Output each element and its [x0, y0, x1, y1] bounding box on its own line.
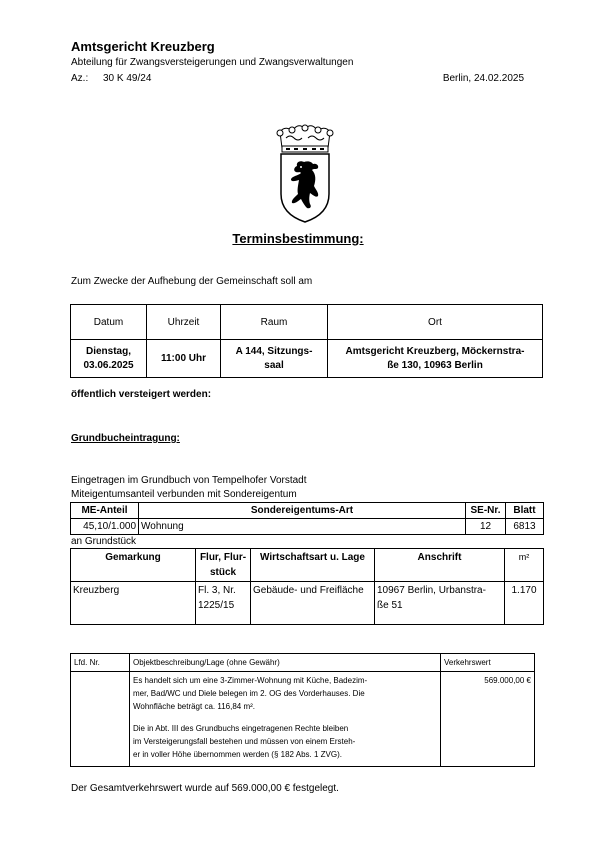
header-room: Raum — [221, 305, 328, 340]
berlin-coat-of-arms-icon — [274, 124, 336, 224]
header-gemarkung: Gemarkung — [71, 549, 196, 582]
file-number-label: Az.: — [71, 73, 89, 84]
room-line1: A 144, Sitzungs- — [235, 345, 313, 357]
date-value: 03.06.2025 — [83, 359, 134, 371]
se-nr: 12 — [466, 519, 506, 535]
anschrift — [375, 582, 505, 625]
desc-p2-line1: Die in Abt. III des Grundbuchs eingetragenen Rechte bleiben — [133, 724, 349, 733]
total-value-text: Der Gesamtverkehrswert wurde auf 569.000,00 € festgelegt. — [71, 783, 339, 794]
market-value: 569.000,00 € — [441, 672, 535, 767]
object-description — [130, 672, 441, 767]
plot-label: an Grundstück — [71, 536, 137, 547]
se-art: Wohnung — [139, 519, 466, 535]
appointment-place — [328, 340, 543, 378]
room-line2: saal — [264, 359, 284, 371]
lfd-nr — [71, 672, 130, 767]
registered-in: Eingetragen im Grundbuch von Tempelhofer Vorstadt — [71, 475, 307, 486]
appointment-room — [221, 340, 328, 378]
share-text: Miteigentumsanteil verbunden mit Sondereigentum — [71, 489, 297, 500]
court-name: Amtsgericht Kreuzberg — [71, 39, 215, 54]
desc-p1-line2: mer, Bad/WC und Diele belegen im 2. OG des Vorderhauses. Die — [133, 689, 365, 698]
land-register-heading: Grundbucheintragung: — [71, 433, 180, 444]
header-se-nr: SE-Nr. — [466, 503, 506, 519]
share-table — [70, 502, 544, 535]
plot-table — [70, 548, 544, 625]
header-place: Ort — [328, 305, 543, 340]
intro-text: Zum Zwecke der Aufhebung der Gemeinschaft soll am — [71, 276, 313, 287]
file-number: 30 K 49/24 — [103, 73, 152, 84]
header-me-anteil: ME-Anteil — [71, 503, 139, 519]
object-table — [70, 653, 535, 767]
auction-text: öffentlich versteigert werden: — [71, 389, 212, 400]
place-line2: ße 130, 10963 Berlin — [387, 359, 483, 371]
wirtschaftsart: Gebäude- und Freifläche — [251, 582, 375, 625]
desc-p2-line2: im Versteigerungsfall bestehen und müssen von einem Ersteh- — [133, 737, 356, 746]
document-title: Terminsbestimmung: — [232, 231, 364, 246]
flur-line1: Fl. 3, Nr. — [198, 585, 236, 596]
header-value: Verkehrswert — [441, 654, 535, 672]
area: 1.170 — [505, 582, 544, 625]
appointment-time: 11:00 Uhr — [147, 340, 221, 378]
header-flur-line1: Flur, Flur- — [199, 552, 247, 563]
header-description: Objektbeschreibung/Lage (ohne Gewähr) — [130, 654, 441, 672]
anschrift-line2: ße 51 — [377, 600, 403, 611]
department: Abteilung für Zwangsversteigerungen und Zwangsverwaltungen — [71, 57, 354, 68]
header-wirtschaftsart: Wirtschaftsart u. Lage — [251, 549, 375, 582]
appointment-date — [71, 340, 147, 378]
me-anteil: 45,10/1.000 — [71, 519, 139, 535]
desc-p2-line3: er in voller Höhe übernommen werden (§ 182 Abs. 1 ZVG). — [133, 750, 342, 759]
header-blatt: Blatt — [506, 503, 544, 519]
desc-p1-line1: Es handelt sich um eine 3-Zimmer-Wohnung mit Küche, Badezim- — [133, 676, 368, 685]
flur-line2: 1225/15 — [198, 600, 235, 611]
anschrift-line1: 10967 Berlin, Urbanstra- — [377, 585, 486, 596]
header-flur-line2: stück — [209, 567, 237, 578]
header-flur — [196, 549, 251, 582]
header-anschrift: Anschrift — [375, 549, 505, 582]
desc-p1-line3: Wohnfläche beträgt ca. 116,84 m². — [133, 702, 255, 711]
flur — [196, 582, 251, 625]
place-line1: Amtsgericht Kreuzberg, Möckernstra- — [345, 345, 525, 357]
header-time: Uhrzeit — [147, 305, 221, 340]
header-area: m² — [505, 549, 544, 582]
date-weekday: Dienstag, — [85, 345, 131, 357]
blatt: 6813 — [506, 519, 544, 535]
header-se-art: Sondereigentums-Art — [139, 503, 466, 519]
header-date: Datum — [71, 305, 147, 340]
place-date: Berlin, 24.02.2025 — [442, 73, 524, 84]
appointment-table — [70, 304, 543, 378]
gemarkung: Kreuzberg — [71, 582, 196, 625]
header-lfd-nr: Lfd. Nr. — [71, 654, 130, 672]
